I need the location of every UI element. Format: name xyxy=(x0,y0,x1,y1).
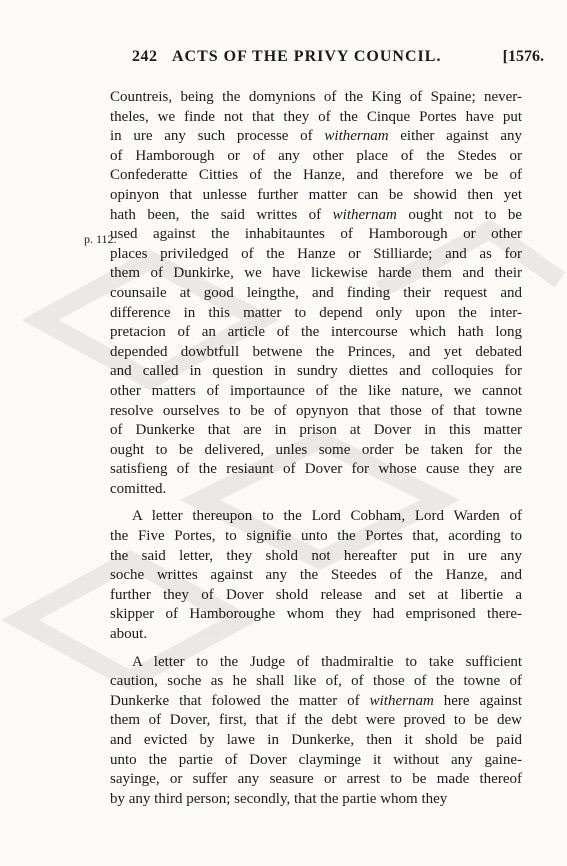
text-line: by any third person; secondly, that the partie whom they xyxy=(110,790,448,807)
text-line: difference in this matter to depend only upon the inter- xyxy=(110,304,522,321)
text-line: of Dunkerke that are in prison at Dover in this matter xyxy=(110,422,522,439)
paragraph xyxy=(110,88,522,499)
text-line: ought to be delivered, unles some order be taken for the xyxy=(110,441,522,458)
text-line: hath been, the said writtes of withernam ought not to be xyxy=(110,206,522,223)
text-line: of Hamborough or of any other place of the Stedes or xyxy=(110,147,522,164)
text-line: caution, soche as he shall like of, of those of the towne of xyxy=(110,673,522,690)
margin-page-reference: p. 112. xyxy=(84,232,117,246)
text-line: sayinge, or suffer any seasure or arrest to be made thereof xyxy=(110,771,522,788)
text-line: and evicted by lawe in Dunkerke, then it shold be paid xyxy=(110,732,522,748)
text-line: in ure any such processe of withernam either against any xyxy=(110,128,522,145)
paragraph-gap xyxy=(110,645,522,653)
text-line: the said letter, they shold not hereafter put in ure any xyxy=(110,547,522,564)
text-line: resolve ourselves to be of opynyon that those of that towne xyxy=(110,402,522,419)
text-line: Dunkerke that folowed the matter of withernam here against xyxy=(110,692,522,709)
text-line: counsaile at good leingthe, and finding their request and xyxy=(110,284,522,301)
text-line: soche writtes against any the Steedes of the Hanze, and xyxy=(110,567,522,584)
text-line: Countreis, being the domynions of the King of Spaine; never- xyxy=(110,89,522,105)
text-line: satisfieng of the resiaunt of Dover for whose cause they are xyxy=(110,461,522,478)
text-line: A letter to the Judge of thadmiraltie to take sufficient xyxy=(132,653,522,670)
text-line: them of Dover, first, that if the debt were proved to be dew xyxy=(110,712,522,729)
paragraph xyxy=(110,653,522,810)
paragraph-gap xyxy=(110,499,522,507)
running-title: ACTS OF THE PRIVY COUNCIL. xyxy=(172,48,442,65)
text-line: unto the partie of Dover clayminge it without any gaine- xyxy=(110,751,522,768)
text-line: opinyon that unlesse further matter can be showid then yet xyxy=(110,186,522,203)
text-line: and called in question in sundry diettes and colloquies for xyxy=(110,363,522,380)
text-line: about. xyxy=(110,626,148,643)
body-text xyxy=(110,88,522,809)
page-number: 242 xyxy=(132,48,158,65)
text-line: used against the inhabitauntes of Hamborough or other xyxy=(110,226,522,243)
text-line: pretacion of an article of the intercourse which hath long xyxy=(110,324,522,341)
text-line: other matters of importaunce of the like nature, we cannot xyxy=(110,382,522,399)
text-line: further they of Dover shold release and set at libertie a xyxy=(110,586,522,603)
page-header xyxy=(132,48,544,68)
running-year: [1576. xyxy=(502,48,544,65)
paragraph xyxy=(110,507,522,644)
text-line: skipper of Hamboroughe whom they had emprisoned there- xyxy=(110,606,522,623)
text-line: the Five Portes, to signifie unto the Portes that, acording to xyxy=(110,528,522,545)
text-line: comitted. xyxy=(110,480,167,497)
text-line: depended dowbtfull betwene the Princes, and yet debated xyxy=(110,343,522,360)
text-line: Confederatte Citties of the Hanze, and therefore we be of xyxy=(110,167,522,184)
text-line: theles, we finde not that they of the Cinque Portes have put xyxy=(110,108,522,125)
text-line: A letter thereupon to the Lord Cobham, Lord Warden of xyxy=(132,508,522,525)
text-line: places priviledged of the Hanze or Stilliarde; and as for xyxy=(110,245,522,262)
text-line: them of Dunkirke, we have lickewise harde them and their xyxy=(110,265,522,282)
